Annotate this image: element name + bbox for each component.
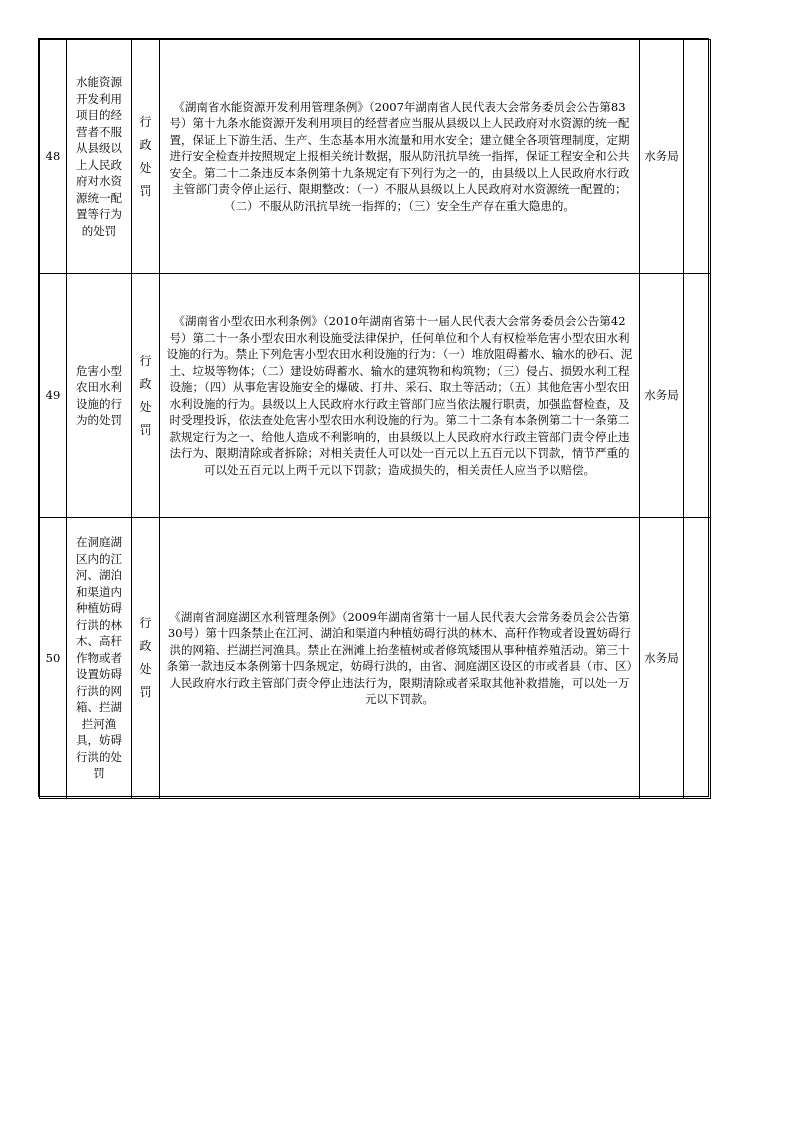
- penalty-table: [39, 39, 711, 799]
- empty-cell-1: [684, 518, 711, 799]
- empty-cell-1: [684, 274, 711, 518]
- table-row: [40, 40, 711, 274]
- item-name: 在洞庭湖区内的江河、湖泊和渠道内种植妨碍行洪的林木、高秆作物或者设置妨碍行洪的网箱、拦湖拦河渔具，妨碍行洪的处罚: [67, 518, 132, 799]
- penalty-type-cell: [132, 518, 160, 799]
- penalty-type-cell: [132, 274, 160, 518]
- row-number: 49: [40, 274, 67, 518]
- department: 水务局: [640, 518, 684, 799]
- item-name: 水能资源开发利用项目的经营者不服从县级以上人民政府对水资源统一配置等行为的处罚: [67, 40, 132, 274]
- row-number: 50: [40, 518, 67, 799]
- table-row: [40, 274, 711, 518]
- legal-basis: 《湖南省水能资源开发利用管理条例》（2007年湖南省人民代表大会常务委员会公告第83号）第十九条水能资源开发利用项目的经营者应当服从县级以上人民政府对水资源的统一配置，保证上下游生活、生产、生态基本用水流量和用水安全；建立健全各项管理制度，定期进行安全检查并按照规定上报相关统计数据，服从防汛抗旱统一指挥，保证工程安全和公共安全。第二十二条违反本条例第十九条规定有下列行为之一的，由县级以上人民政府水行政主管部门责令停止运行、限期整改：（一）不服从县级以上人民政府对水资源统一配置的；（二）不服从防汛抗旱统一指挥的；（三）安全生产存在重大隐患的。: [160, 40, 640, 274]
- legal-basis: 《湖南省小型农田水利条例》（2010年湖南省第十一届人民代表大会常务委员会公告第42号）第二十一条小型农田水利设施受法律保护，任何单位和个人有权检举危害小型农田水利设施的行为。禁止下列危害小型农田水利设施的行为：（一）堆放阻碍蓄水、输水的砂石、泥土、垃圾等物体；（二）建设妨碍蓄水、输水的建筑物和构筑物；（三）侵占、损毁水利工程设施；（四）从事危害设施安全的爆破、打井、采石、取土等活动；（五）其他危害小型农田水利设施的行为。县级以上人民政府水行政主管部门应当依法履行职责，加强监督检查，及时受理投诉，依法查处危害小型农田水利设施的行为。第二十二条有本条例第二十一条第二款规定行为之一、给他人造成不利影响的，由县级以上人民政府水行政主管部门责令停止违法行为、限期清除或者拆除；对相关责任人可以处一百元以上五百元以下罚款，情节严重的可以处五百元以上两千元以下罚款；造成损失的，相关责任人应当予以赔偿。: [160, 274, 640, 518]
- document-sheet: [38, 38, 709, 797]
- row-number: 48: [40, 40, 67, 274]
- penalty-type: 行政处罚: [139, 114, 152, 198]
- department: 水务局: [640, 274, 684, 518]
- empty-cell-1: [684, 40, 711, 274]
- department: 水务局: [640, 40, 684, 274]
- penalty-type-cell: [132, 40, 160, 274]
- item-name: 危害小型农田水利设施的行为的处罚: [67, 274, 132, 518]
- legal-basis: 《湖南省洞庭湖区水利管理条例》（2009年湖南省第十一届人民代表大会常务委员会公告第30号）第十四条禁止在江河、湖泊和渠道内种植妨碍行洪的林木、高秆作物或者设置妨碍行洪的网箱、拦湖拦河渔具。禁止在洲滩上抬垄植树或者修筑矮围从事种植养殖活动。第三十条第一款违反本条例第十四条规定，妨碍行洪的，由省、洞庭湖区设区的市或者县（市、区）人民政府水行政主管部门责令停止违法行为，限期清除或者采取其他补救措施，可以处一万元以下罚款。: [160, 518, 640, 799]
- penalty-type: 行政处罚: [139, 616, 152, 699]
- penalty-type: 行政处罚: [139, 353, 152, 437]
- table-row: [40, 518, 711, 799]
